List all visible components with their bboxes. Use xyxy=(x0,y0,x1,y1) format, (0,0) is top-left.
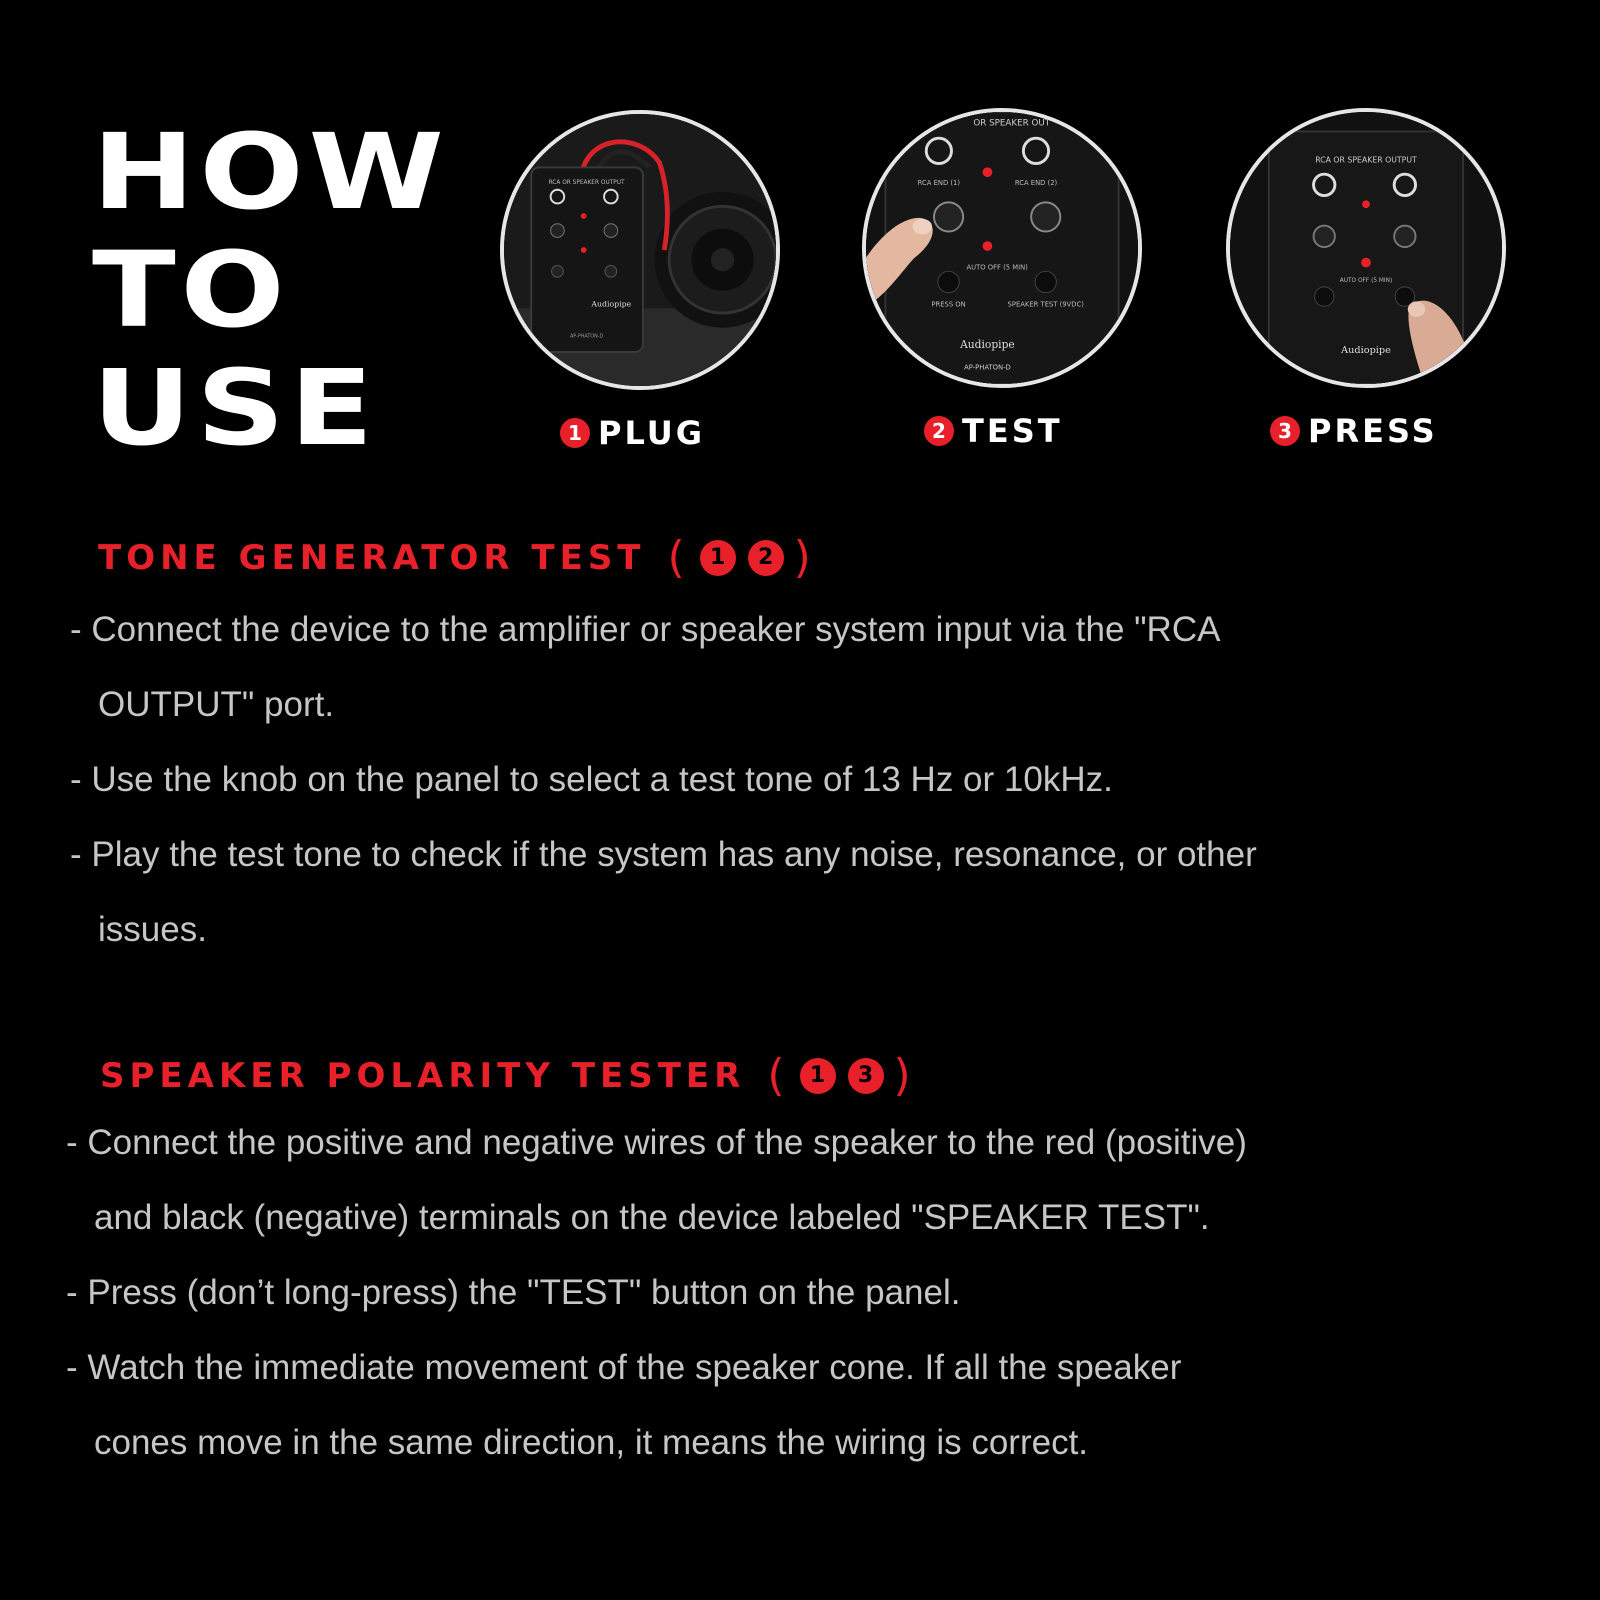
section1-badge-1: 1 xyxy=(700,540,736,576)
step-1-label xyxy=(560,414,705,452)
section1-line-2: OUTPUT" port. xyxy=(98,685,335,724)
auto-off-label: AUTO OFF (5 MIN) xyxy=(966,263,1028,272)
section2-line-5: cones move in the same direction, it means the wiring is correct. xyxy=(94,1423,1089,1462)
section1-badge-2: 2 xyxy=(748,540,784,576)
auto-off-label: AUTO OFF (5 MIN) xyxy=(1339,278,1393,284)
step-3-photo xyxy=(1226,108,1506,388)
title-to: TO xyxy=(92,229,290,351)
device-label: RCA OR SPEAKER OUTPUT xyxy=(1315,155,1417,165)
step-3-text: PRESS xyxy=(1308,412,1438,450)
speaker-polarity-heading-text: SPEAKER POLARITY TESTER xyxy=(100,1055,746,1096)
section2-line-3: - Press (don’t long-press) the "TEST" button on the panel. xyxy=(66,1273,961,1312)
section1-line-3: - Use the knob on the panel to select a test tone of 13 Hz or 10kHz. xyxy=(70,760,1113,799)
section1-line-4: - Play the test tone to check if the system has any noise, resonance, or other xyxy=(70,835,1257,874)
title-how: HOW xyxy=(92,111,449,233)
title-use: USE xyxy=(92,347,379,469)
device-label: OR SPEAKER OUT xyxy=(973,118,1051,129)
section2-badge-3: 3 xyxy=(848,1058,884,1094)
speaker-test-label: SPEAKER TEST (9VDC) xyxy=(1007,300,1084,309)
section2-line-4: - Watch the immediate movement of the speaker cone. If all the speaker xyxy=(66,1348,1182,1387)
brand-label: Audiopipe xyxy=(960,338,1015,352)
speaker-polarity-heading: SPEAKER POLARITY TESTER ( 1 3 ) xyxy=(100,1050,916,1101)
press-on-label: PRESS ON xyxy=(931,300,966,309)
step-1-photo xyxy=(500,110,780,390)
step-2-label xyxy=(924,412,1063,450)
tone-generator-heading-text: TONE GENERATOR TEST xyxy=(98,537,646,578)
step-3-number-badge: 3 xyxy=(1270,416,1300,446)
step-3-label xyxy=(1270,412,1438,450)
brand-label: Audiopipe xyxy=(591,299,632,309)
device-label: RCA OR SPEAKER OUTPUT xyxy=(548,179,625,186)
tone-generator-heading: TONE GENERATOR TEST ( 1 2 ) xyxy=(98,532,816,583)
section2-line-2: and black (negative) terminals on the device labeled "SPEAKER TEST". xyxy=(94,1198,1210,1237)
step-2-number-badge: 2 xyxy=(924,416,954,446)
section1-line-1: - Connect the device to the amplifier or speaker system input via the "RCA xyxy=(70,610,1221,649)
step-2-text: TEST xyxy=(962,412,1063,450)
section2-badge-1: 1 xyxy=(800,1058,836,1094)
model-label: AP-PHATON-D xyxy=(569,333,604,340)
end1-label: RCA END (1) xyxy=(917,178,961,187)
step-1-number-badge: 1 xyxy=(560,418,590,448)
step-2-photo xyxy=(862,108,1142,388)
step-1-text: PLUG xyxy=(598,414,705,452)
section2-line-1: - Connect the positive and negative wires of the speaker to the red (positive) xyxy=(66,1123,1247,1162)
section1-line-5: issues. xyxy=(98,910,207,949)
model-label: AP-PHATON-D xyxy=(964,363,1011,372)
brand-label: Audiopipe xyxy=(1341,344,1391,356)
end2-label: RCA END (2) xyxy=(1014,178,1058,187)
